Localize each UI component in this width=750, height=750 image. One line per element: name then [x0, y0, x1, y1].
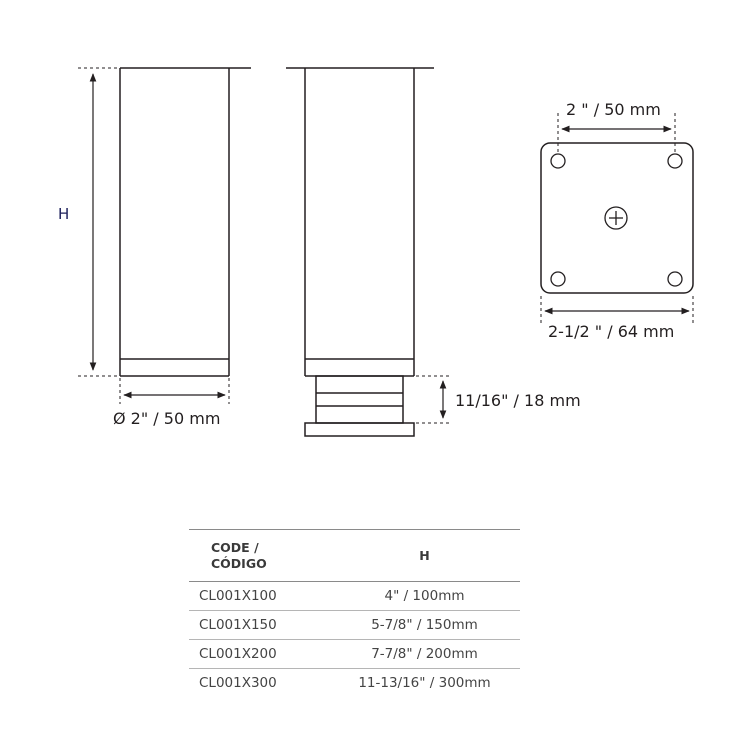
row-code: CL001X100	[199, 588, 277, 604]
table-row	[189, 611, 520, 639]
adjuster-label: 11/16" / 18 mm	[455, 391, 581, 410]
mounting-plate	[541, 100, 693, 341]
header-code-line1: CODE /	[211, 539, 259, 555]
screw-hole-bottom-left	[551, 272, 565, 286]
size-table	[189, 529, 520, 697]
height-label: H	[58, 205, 70, 223]
table-row	[189, 669, 520, 697]
row-code: CL001X200	[199, 646, 277, 662]
header-h: H	[419, 548, 430, 563]
front-view	[58, 68, 251, 428]
row-code: CL001X300	[199, 675, 277, 691]
plate-width-label: 2-1/2 " / 64 mm	[548, 322, 675, 341]
row-h: 4" / 100mm	[384, 588, 465, 604]
table-row	[189, 640, 520, 668]
hole-spacing-label: 2 " / 50 mm	[566, 100, 661, 119]
leveler-foot	[305, 423, 414, 436]
screw-hole-bottom-right	[668, 272, 682, 286]
header-code	[189, 540, 329, 572]
screw-hole-top-left	[551, 154, 565, 168]
row-code: CL001X150	[199, 617, 277, 633]
row-h: 11-13/16" / 300mm	[358, 675, 491, 691]
center-bolt-icon	[605, 207, 627, 229]
side-view	[286, 68, 581, 436]
row-h: 5-7/8" / 150mm	[371, 617, 478, 633]
leveler-adjuster	[316, 376, 403, 423]
header-code-line2: CÓDIGO	[211, 555, 267, 571]
table-header	[189, 530, 520, 581]
row-h: 7-7/8" / 200mm	[371, 646, 478, 662]
table-row	[189, 582, 520, 610]
screw-hole-top-right	[668, 154, 682, 168]
diameter-label: Ø 2" / 50 mm	[113, 409, 221, 428]
